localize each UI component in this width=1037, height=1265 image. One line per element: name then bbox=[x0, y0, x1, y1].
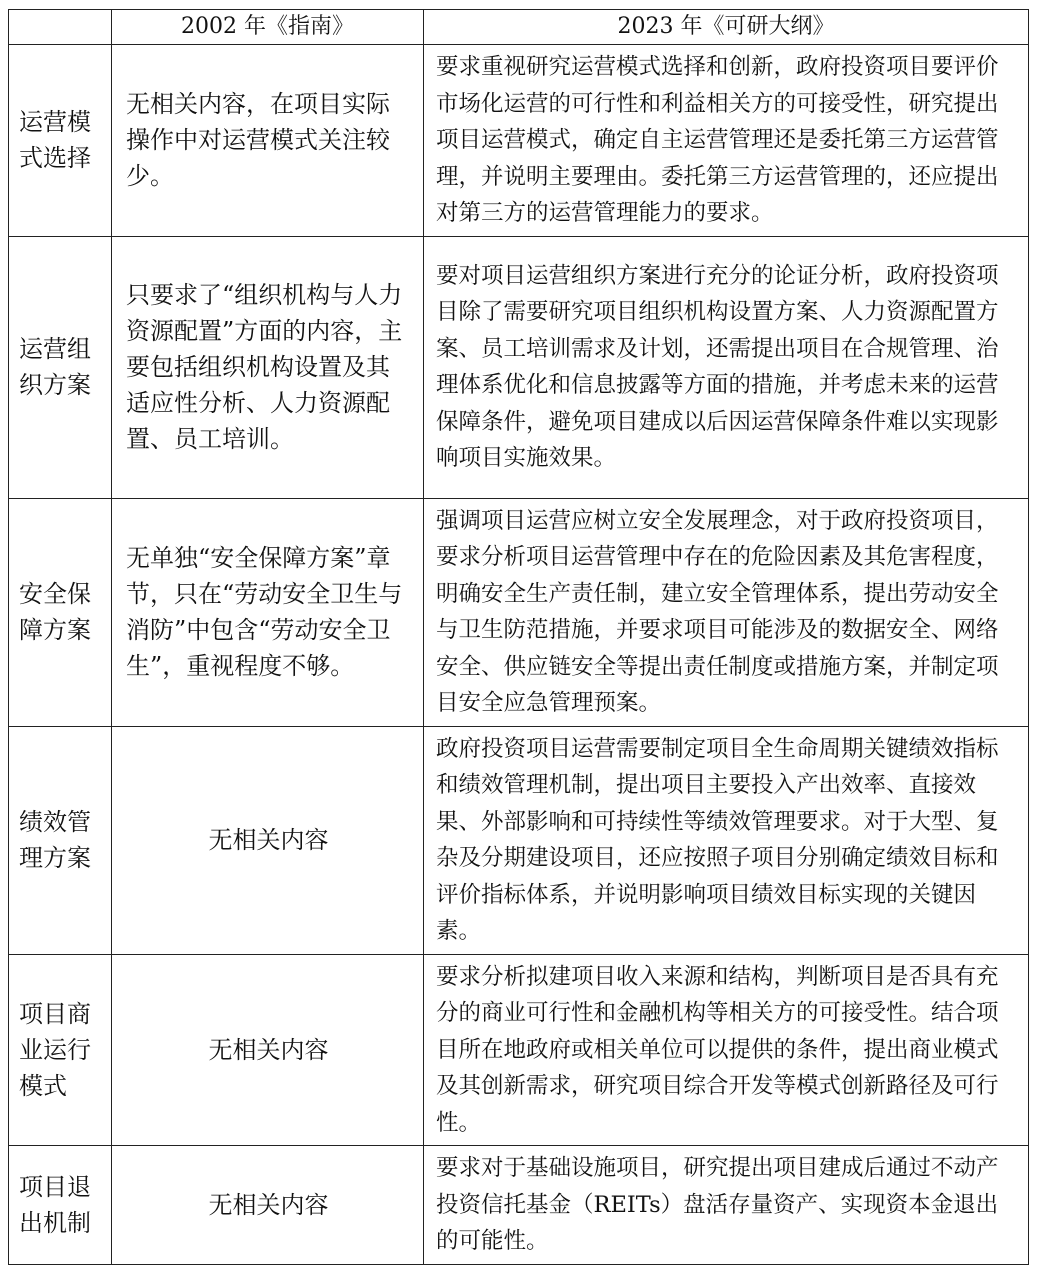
outline-2023-cell: 要求重视研究运营模式选择和创新，政府投资项目要评价市场化运营的可行性和利益相关方的可接受性，研究提出项目运营模式，确定自主运营管理还是委托第三方运营管理，并说明主要理由。委托第三方运营管理的，还应提出对第三方的运营管理能力的要求。 bbox=[424, 45, 1029, 237]
table-row bbox=[9, 1146, 1029, 1265]
topic-cell: 项目商业运行模式 bbox=[9, 954, 112, 1146]
header-topic bbox=[9, 10, 112, 45]
table-row bbox=[9, 726, 1029, 954]
topic-cell: 运营组织方案 bbox=[9, 236, 112, 498]
outline-2023-cell: 强调项目运营应树立安全发展理念，对于政府投资项目，要求分析项目运营管理中存在的危险因素及其危害程度，明确安全生产责任制，建立安全管理体系，提出劳动安全与卫生防范措施，并要求项目可能涉及的数据安全、网络安全、供应链安全等提出责任制度或措施方案，并制定项目安全应急管理预案。 bbox=[424, 498, 1029, 726]
guide-2002-cell: 无相关内容，在项目实际操作中对运营模式关注较少。 bbox=[112, 45, 424, 237]
table-row bbox=[9, 45, 1029, 237]
guide-2002-cell: 无相关内容 bbox=[112, 1146, 424, 1265]
topic-cell: 绩效管理方案 bbox=[9, 726, 112, 954]
header-2002-guide: 2002 年《指南》 bbox=[112, 10, 424, 45]
guide-2002-cell: 无相关内容 bbox=[112, 954, 424, 1146]
outline-2023-cell: 要求对于基础设施项目，研究提出项目建成后通过不动产投资信托基金（REITs）盘活存量资产、实现资本金退出的可能性。 bbox=[424, 1146, 1029, 1265]
outline-2023-cell: 要对项目运营组织方案进行充分的论证分析，政府投资项目除了需要研究项目组织机构设置方案、人力资源配置方案、员工培训需求及计划，还需提出项目在合规管理、治理体系优化和信息披露等方面的措施，并考虑未来的运营保障条件，避免项目建成以后因运营保障条件难以实现影响项目实施效果。 bbox=[424, 236, 1029, 498]
guide-2002-cell: 无相关内容 bbox=[112, 726, 424, 954]
comparison-table bbox=[8, 9, 1029, 1265]
header-row bbox=[9, 10, 1029, 45]
topic-cell: 运营模式选择 bbox=[9, 45, 112, 237]
topic-cell: 项目退出机制 bbox=[9, 1146, 112, 1265]
guide-2002-cell: 只要求了“组织机构与人力资源配置”方面的内容，主要包括组织机构设置及其适应性分析、人力资源配置、员工培训。 bbox=[112, 236, 424, 498]
outline-2023-cell: 要求分析拟建项目收入来源和结构，判断项目是否具有充分的商业可行性和金融机构等相关方的可接受性。结合项目所在地政府或相关单位可以提供的条件，提出商业模式及其创新需求，研究项目综合开发等模式创新路径及可行性。 bbox=[424, 954, 1029, 1146]
table-row bbox=[9, 236, 1029, 498]
guide-2002-cell: 无单独“安全保障方案”章节，只在“劳动安全卫生与消防”中包含“劳动安全卫生”，重视程度不够。 bbox=[112, 498, 424, 726]
header-2023-outline: 2023 年《可研大纲》 bbox=[424, 10, 1029, 45]
topic-cell: 安全保障方案 bbox=[9, 498, 112, 726]
outline-2023-cell: 政府投资项目运营需要制定项目全生命周期关键绩效指标和绩效管理机制，提出项目主要投入产出效率、直接效果、外部影响和可持续性等绩效管理要求。对于大型、复杂及分期建设项目，还应按照子项目分别确定绩效目标和评价指标体系，并说明影响项目绩效目标实现的关键因素。 bbox=[424, 726, 1029, 954]
table-row bbox=[9, 954, 1029, 1146]
table-row bbox=[9, 498, 1029, 726]
